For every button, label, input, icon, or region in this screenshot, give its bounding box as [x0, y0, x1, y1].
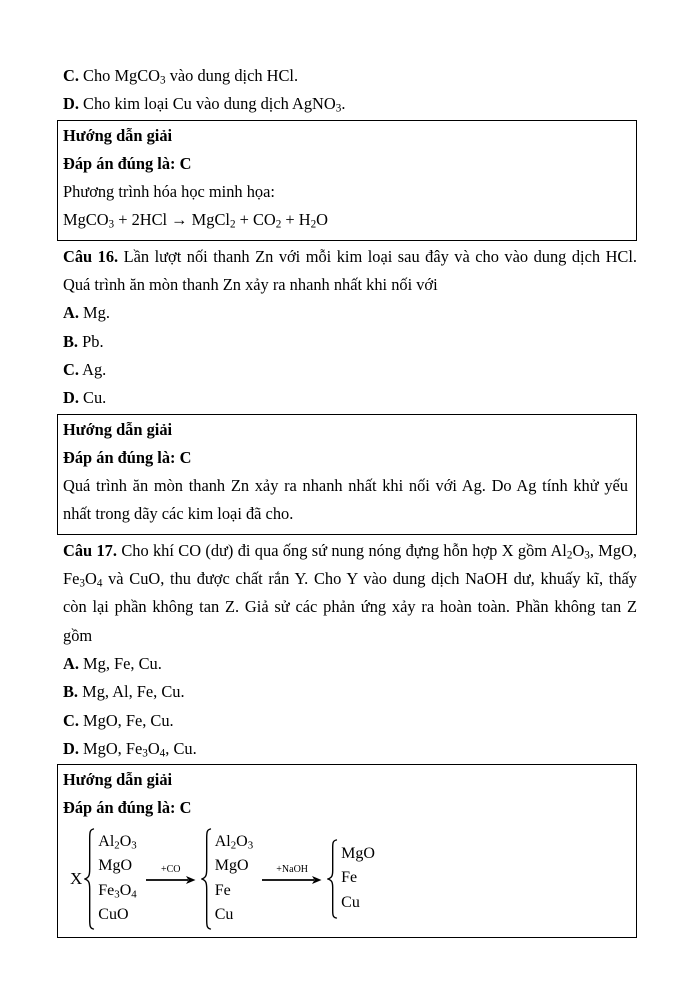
option-text: Cho kim loại Cu vào dung dịch AgNO$_3$. [83, 94, 346, 115]
answer-option-line [63, 650, 637, 678]
answer-option-line [63, 62, 637, 90]
question-text: Lần lượt nối thanh Zn với mỗi kim loại sau đây và cho vào dung dịch HCl. Quá trình ăn mòn thanh Zn xảy ra nhanh nhất khi nối với [63, 246, 638, 295]
answer-option-line [63, 384, 637, 412]
correct-answer-line: Đáp án đúng là: C [63, 153, 192, 173]
option-text: Mg. [83, 303, 110, 323]
left-brace-icon [84, 828, 95, 930]
correct-answer-line: Đáp án đúng là: C [63, 447, 192, 467]
compound: Fe [214, 881, 231, 899]
arrow-right-icon [146, 875, 196, 885]
compound: $Al_2O_3$ [214, 832, 254, 851]
solution-box [57, 414, 637, 535]
option-letter: A. [63, 653, 79, 673]
answer-option-line [63, 90, 637, 118]
arrow-reagent-label: +NaOH [276, 864, 309, 876]
option-letter: C. [63, 359, 79, 379]
question-text: Cho khí CO (dư) đi qua ống sứ nung nóng đựng hỗn hợp X gồm $Al_2O_3$, MgO, $Fe_3O_4$ và CuO, thu được chất rắn Y. Cho Y vào dung dịch NaOH dư, khuấy kĩ, thấy còn lại phần không tan Z. Giả sử các phản ứng xảy ra hoàn toàn. Phần không tan Z gồm [63, 540, 637, 645]
solution-explanation: Quá trình ăn mòn thanh Zn xảy ra nhanh nhất khi nối với Ag. Do Ag tính khử yếu nhất trong dãy các kim loại đã cho. [63, 476, 628, 524]
option-text: MgO, $Fe_3O_4$, Cu. [83, 738, 197, 760]
compound: Cu [214, 906, 234, 924]
solution-note: Phương trình hóa học minh họa: [63, 182, 275, 202]
question-paragraph [63, 537, 637, 650]
compound: MgO [98, 857, 133, 875]
middle-brace-icon [201, 828, 212, 930]
option-letter: C. [63, 710, 79, 730]
solution-heading: Hướng dẫn giải [63, 419, 173, 439]
solution-box [57, 120, 637, 241]
option-text: Cu. [83, 388, 107, 408]
option-letter: D. [63, 388, 79, 408]
reaction-arrow-2 [262, 864, 322, 885]
solution-box [57, 764, 637, 938]
option-text: MgO, Fe, Cu. [83, 710, 174, 730]
option-text: Mg, Fe, Cu. [83, 653, 162, 673]
option-letter: B. [63, 682, 79, 702]
arrow-reagent-label: +CO [160, 864, 181, 876]
mixture-group-3 [341, 842, 375, 916]
compound: MgO [214, 857, 249, 875]
answer-option-line [63, 707, 637, 735]
reaction-scheme-diagram [70, 828, 628, 930]
chemical-equation: MgCO$_3$ + 2HCl → MgCl$_2$ + $CO_2 + H_2O$ [63, 210, 329, 231]
option-letter: C. [63, 66, 79, 85]
option-text: Mg, Al, Fe, Cu. [82, 682, 185, 702]
question-number: Câu 17. [63, 540, 117, 560]
arrow-right-icon [262, 875, 322, 885]
option-letter: B. [63, 331, 79, 351]
answer-option-line [63, 328, 637, 356]
mixture-group-1 [98, 830, 136, 928]
answer-option-line [63, 356, 637, 384]
compound: Cu [341, 894, 360, 912]
compound: $Fe_3O_4$ [98, 881, 137, 901]
option-text: Ag. [82, 359, 107, 379]
answer-option-line [63, 299, 637, 327]
option-letter: A. [63, 303, 79, 323]
option-letter: D. [63, 738, 79, 758]
mixture-group-2 [215, 830, 253, 928]
solution-heading: Hướng dẫn giải [63, 770, 173, 790]
option-text: Pb. [82, 331, 104, 351]
answer-option-line [63, 678, 637, 706]
question-number: Câu 16. [63, 246, 119, 266]
compound: MgO [341, 844, 375, 862]
mixture-x-label: X [70, 868, 83, 888]
compound: $Al_2O_3$ [98, 832, 137, 851]
correct-answer-line: Đáp án đúng là: C [63, 798, 192, 818]
answer-option-line [63, 735, 637, 763]
compound: CuO [98, 906, 129, 924]
right-brace-icon [327, 839, 338, 919]
option-text: Cho MgCO$_3$ vào dung dịch HCl. [83, 66, 299, 87]
question-paragraph [63, 243, 637, 300]
compound: Fe [341, 869, 358, 887]
option-letter: D. [63, 94, 79, 114]
solution-heading: Hướng dẫn giải [63, 125, 173, 145]
reaction-arrow-1 [146, 864, 196, 885]
